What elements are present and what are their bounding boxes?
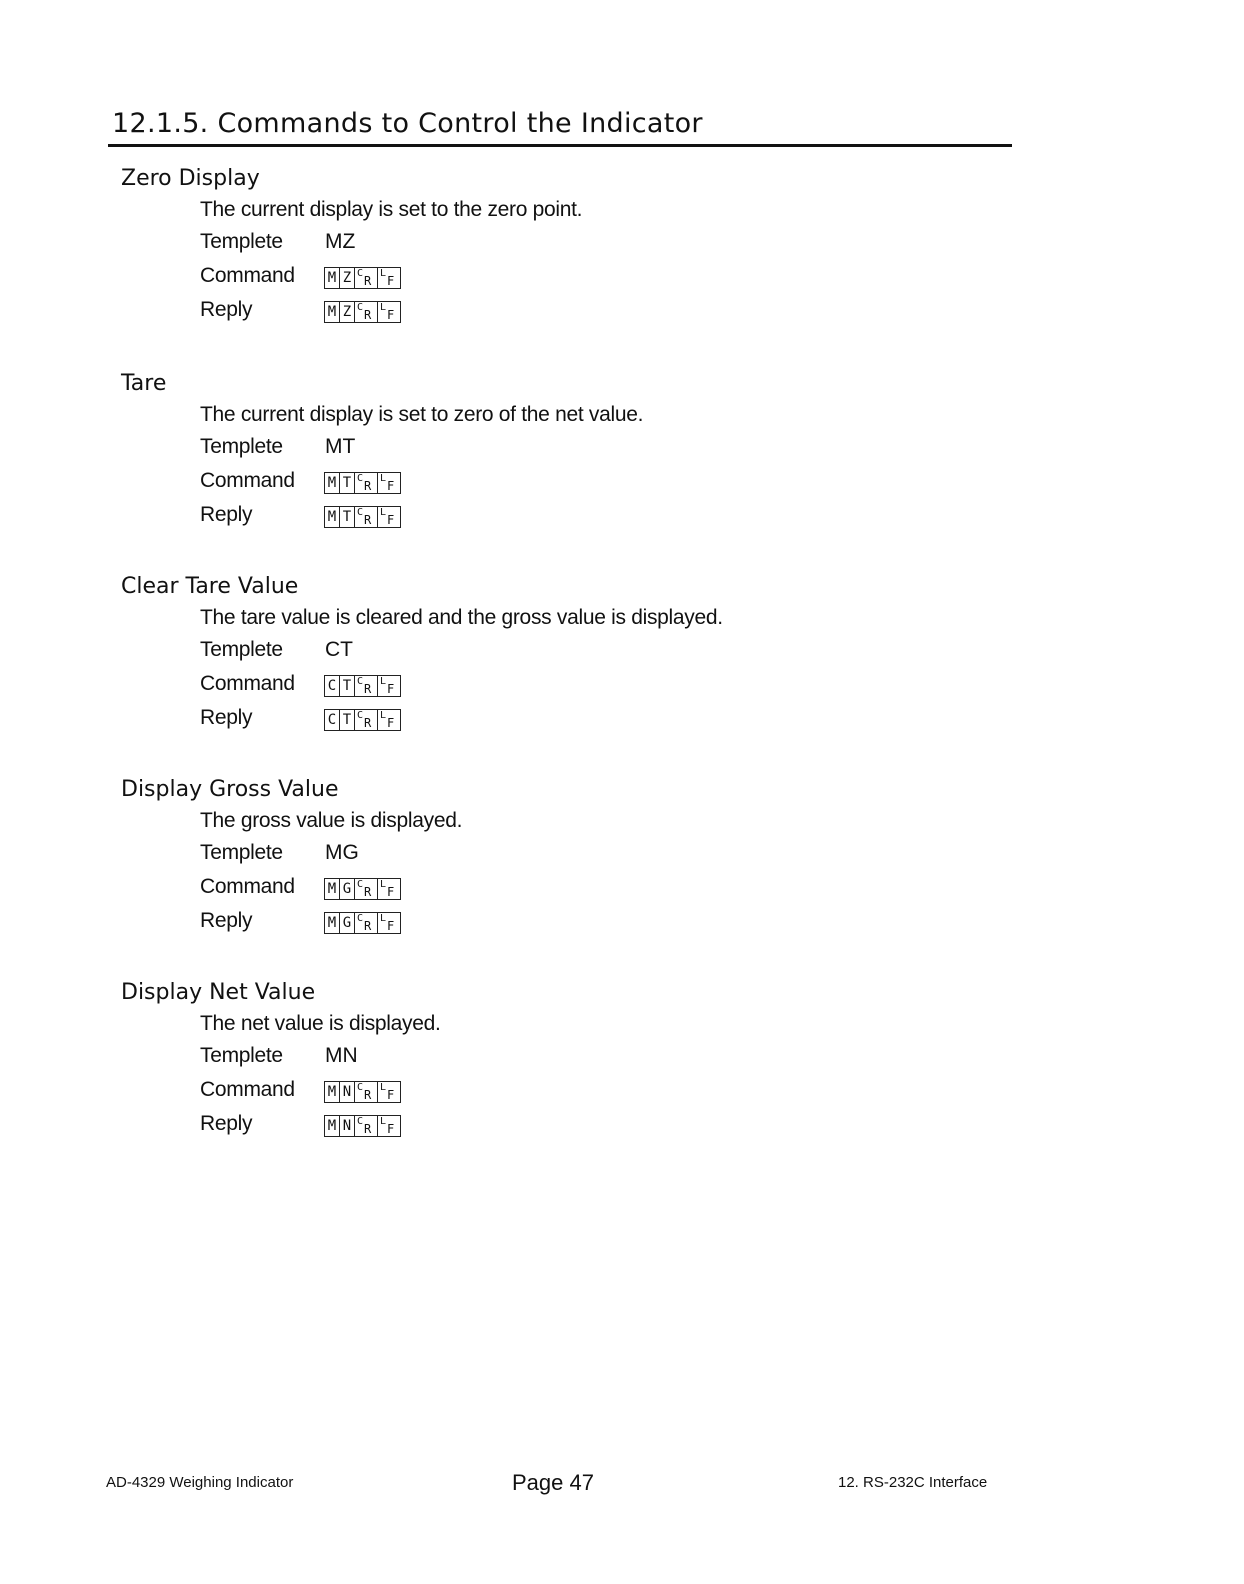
cr-symbol-second: R	[364, 308, 372, 322]
template-label: Templete	[200, 435, 283, 458]
lf-symbol-first: L	[380, 913, 387, 924]
code-char: Z	[340, 302, 355, 322]
cr-symbol-first: C	[357, 676, 364, 687]
code-char: M	[325, 302, 340, 322]
section-heading: Zero Display	[121, 166, 260, 191]
page-title: 12.1.5. Commands to Control the Indicator	[112, 108, 703, 139]
section-heading: Display Gross Value	[121, 777, 339, 802]
cr-control-symbol	[355, 676, 378, 696]
reply-code-box	[324, 301, 401, 323]
lf-symbol-second: F	[387, 274, 395, 288]
section-description: The net value is displayed.	[200, 1012, 441, 1035]
cr-control-symbol	[355, 302, 378, 322]
code-char: C	[325, 710, 340, 730]
cr-control-symbol	[355, 710, 378, 730]
section-description: The current display is set to zero of the net value.	[200, 403, 644, 426]
code-char: M	[325, 268, 340, 288]
template-label: Templete	[200, 841, 283, 864]
reply-label: Reply	[200, 1112, 253, 1135]
code-char: M	[325, 879, 340, 899]
lf-control-symbol	[378, 302, 400, 322]
lf-control-symbol	[378, 473, 400, 493]
cr-symbol-second: R	[364, 716, 372, 730]
code-char: M	[325, 1116, 340, 1136]
lf-control-symbol	[378, 1082, 400, 1102]
lf-symbol-first: L	[380, 268, 387, 279]
command-label: Command	[200, 469, 295, 492]
title-underline	[108, 144, 1012, 147]
command-code-box	[324, 675, 401, 697]
command-label: Command	[200, 1078, 295, 1101]
cr-control-symbol	[355, 1116, 378, 1136]
command-label: Command	[200, 875, 295, 898]
code-char: Z	[340, 268, 355, 288]
cr-symbol-first: C	[357, 879, 364, 890]
cr-symbol-first: C	[357, 1082, 364, 1093]
code-char: T	[340, 473, 355, 493]
code-char: M	[325, 1082, 340, 1102]
footer-chapter: 12. RS-232C Interface	[838, 1474, 988, 1491]
cr-symbol-first: C	[357, 913, 364, 924]
lf-symbol-first: L	[380, 1082, 387, 1093]
template-label: Templete	[200, 1044, 283, 1067]
cr-symbol-second: R	[364, 919, 372, 933]
lf-control-symbol	[378, 913, 400, 933]
cr-control-symbol	[355, 913, 378, 933]
cr-symbol-second: R	[364, 1088, 372, 1102]
code-char: C	[325, 676, 340, 696]
template-value: MN	[325, 1044, 358, 1067]
code-char: T	[340, 507, 355, 527]
code-char: T	[340, 710, 355, 730]
lf-symbol-first: L	[380, 676, 387, 687]
lf-symbol-second: F	[387, 513, 395, 527]
section-description: The current display is set to the zero point.	[200, 198, 583, 221]
reply-label: Reply	[200, 909, 253, 932]
lf-control-symbol	[378, 268, 400, 288]
lf-symbol-second: F	[387, 1088, 395, 1102]
lf-symbol-second: F	[387, 885, 395, 899]
template-value: MZ	[325, 230, 356, 253]
template-label: Templete	[200, 638, 283, 661]
cr-symbol-second: R	[364, 479, 372, 493]
cr-symbol-second: R	[364, 274, 372, 288]
command-code-box	[324, 1081, 401, 1103]
cr-symbol-second: R	[364, 513, 372, 527]
lf-symbol-second: F	[387, 1122, 395, 1136]
cr-symbol-second: R	[364, 885, 372, 899]
section-description: The gross value is displayed.	[200, 809, 463, 832]
reply-code-box	[324, 912, 401, 934]
command-label: Command	[200, 672, 295, 695]
lf-symbol-first: L	[380, 1116, 387, 1127]
section-heading: Tare	[121, 371, 167, 396]
lf-control-symbol	[378, 1116, 400, 1136]
cr-symbol-first: C	[357, 302, 364, 313]
reply-code-box	[324, 1115, 401, 1137]
lf-symbol-first: L	[380, 302, 387, 313]
code-char: T	[340, 676, 355, 696]
cr-control-symbol	[355, 1082, 378, 1102]
command-label: Command	[200, 264, 295, 287]
code-char: G	[340, 913, 355, 933]
lf-symbol-first: L	[380, 879, 387, 890]
section-description: The tare value is cleared and the gross value is displayed.	[200, 606, 723, 629]
lf-control-symbol	[378, 710, 400, 730]
code-char: M	[325, 473, 340, 493]
command-code-box	[324, 878, 401, 900]
lf-symbol-first: L	[380, 507, 387, 518]
reply-label: Reply	[200, 298, 253, 321]
cr-symbol-first: C	[357, 473, 364, 484]
cr-control-symbol	[355, 473, 378, 493]
lf-symbol-second: F	[387, 682, 395, 696]
reply-code-box	[324, 506, 401, 528]
command-code-box	[324, 472, 401, 494]
reply-code-box	[324, 709, 401, 731]
lf-symbol-second: F	[387, 308, 395, 322]
code-char: N	[340, 1082, 355, 1102]
cr-control-symbol	[355, 507, 378, 527]
cr-symbol-first: C	[357, 710, 364, 721]
lf-control-symbol	[378, 507, 400, 527]
lf-symbol-first: L	[380, 710, 387, 721]
cr-symbol-first: C	[357, 1116, 364, 1127]
cr-symbol-first: C	[357, 268, 364, 279]
section-heading: Display Net Value	[121, 980, 316, 1005]
code-char: M	[325, 507, 340, 527]
lf-symbol-second: F	[387, 919, 395, 933]
code-char: M	[325, 913, 340, 933]
template-value: MT	[325, 435, 356, 458]
lf-control-symbol	[378, 676, 400, 696]
lf-symbol-first: L	[380, 473, 387, 484]
template-value: CT	[325, 638, 353, 661]
cr-symbol-second: R	[364, 1122, 372, 1136]
cr-control-symbol	[355, 879, 378, 899]
template-value: MG	[325, 841, 359, 864]
template-label: Templete	[200, 230, 283, 253]
code-char: N	[340, 1116, 355, 1136]
footer-page-number: Page 47	[512, 1470, 594, 1495]
lf-control-symbol	[378, 879, 400, 899]
cr-symbol-second: R	[364, 682, 372, 696]
cr-symbol-first: C	[357, 507, 364, 518]
footer-document-name: AD-4329 Weighing Indicator	[106, 1474, 294, 1491]
command-code-box	[324, 267, 401, 289]
reply-label: Reply	[200, 706, 253, 729]
cr-control-symbol	[355, 268, 378, 288]
lf-symbol-second: F	[387, 479, 395, 493]
reply-label: Reply	[200, 503, 253, 526]
lf-symbol-second: F	[387, 716, 395, 730]
code-char: G	[340, 879, 355, 899]
section-heading: Clear Tare Value	[121, 574, 299, 599]
